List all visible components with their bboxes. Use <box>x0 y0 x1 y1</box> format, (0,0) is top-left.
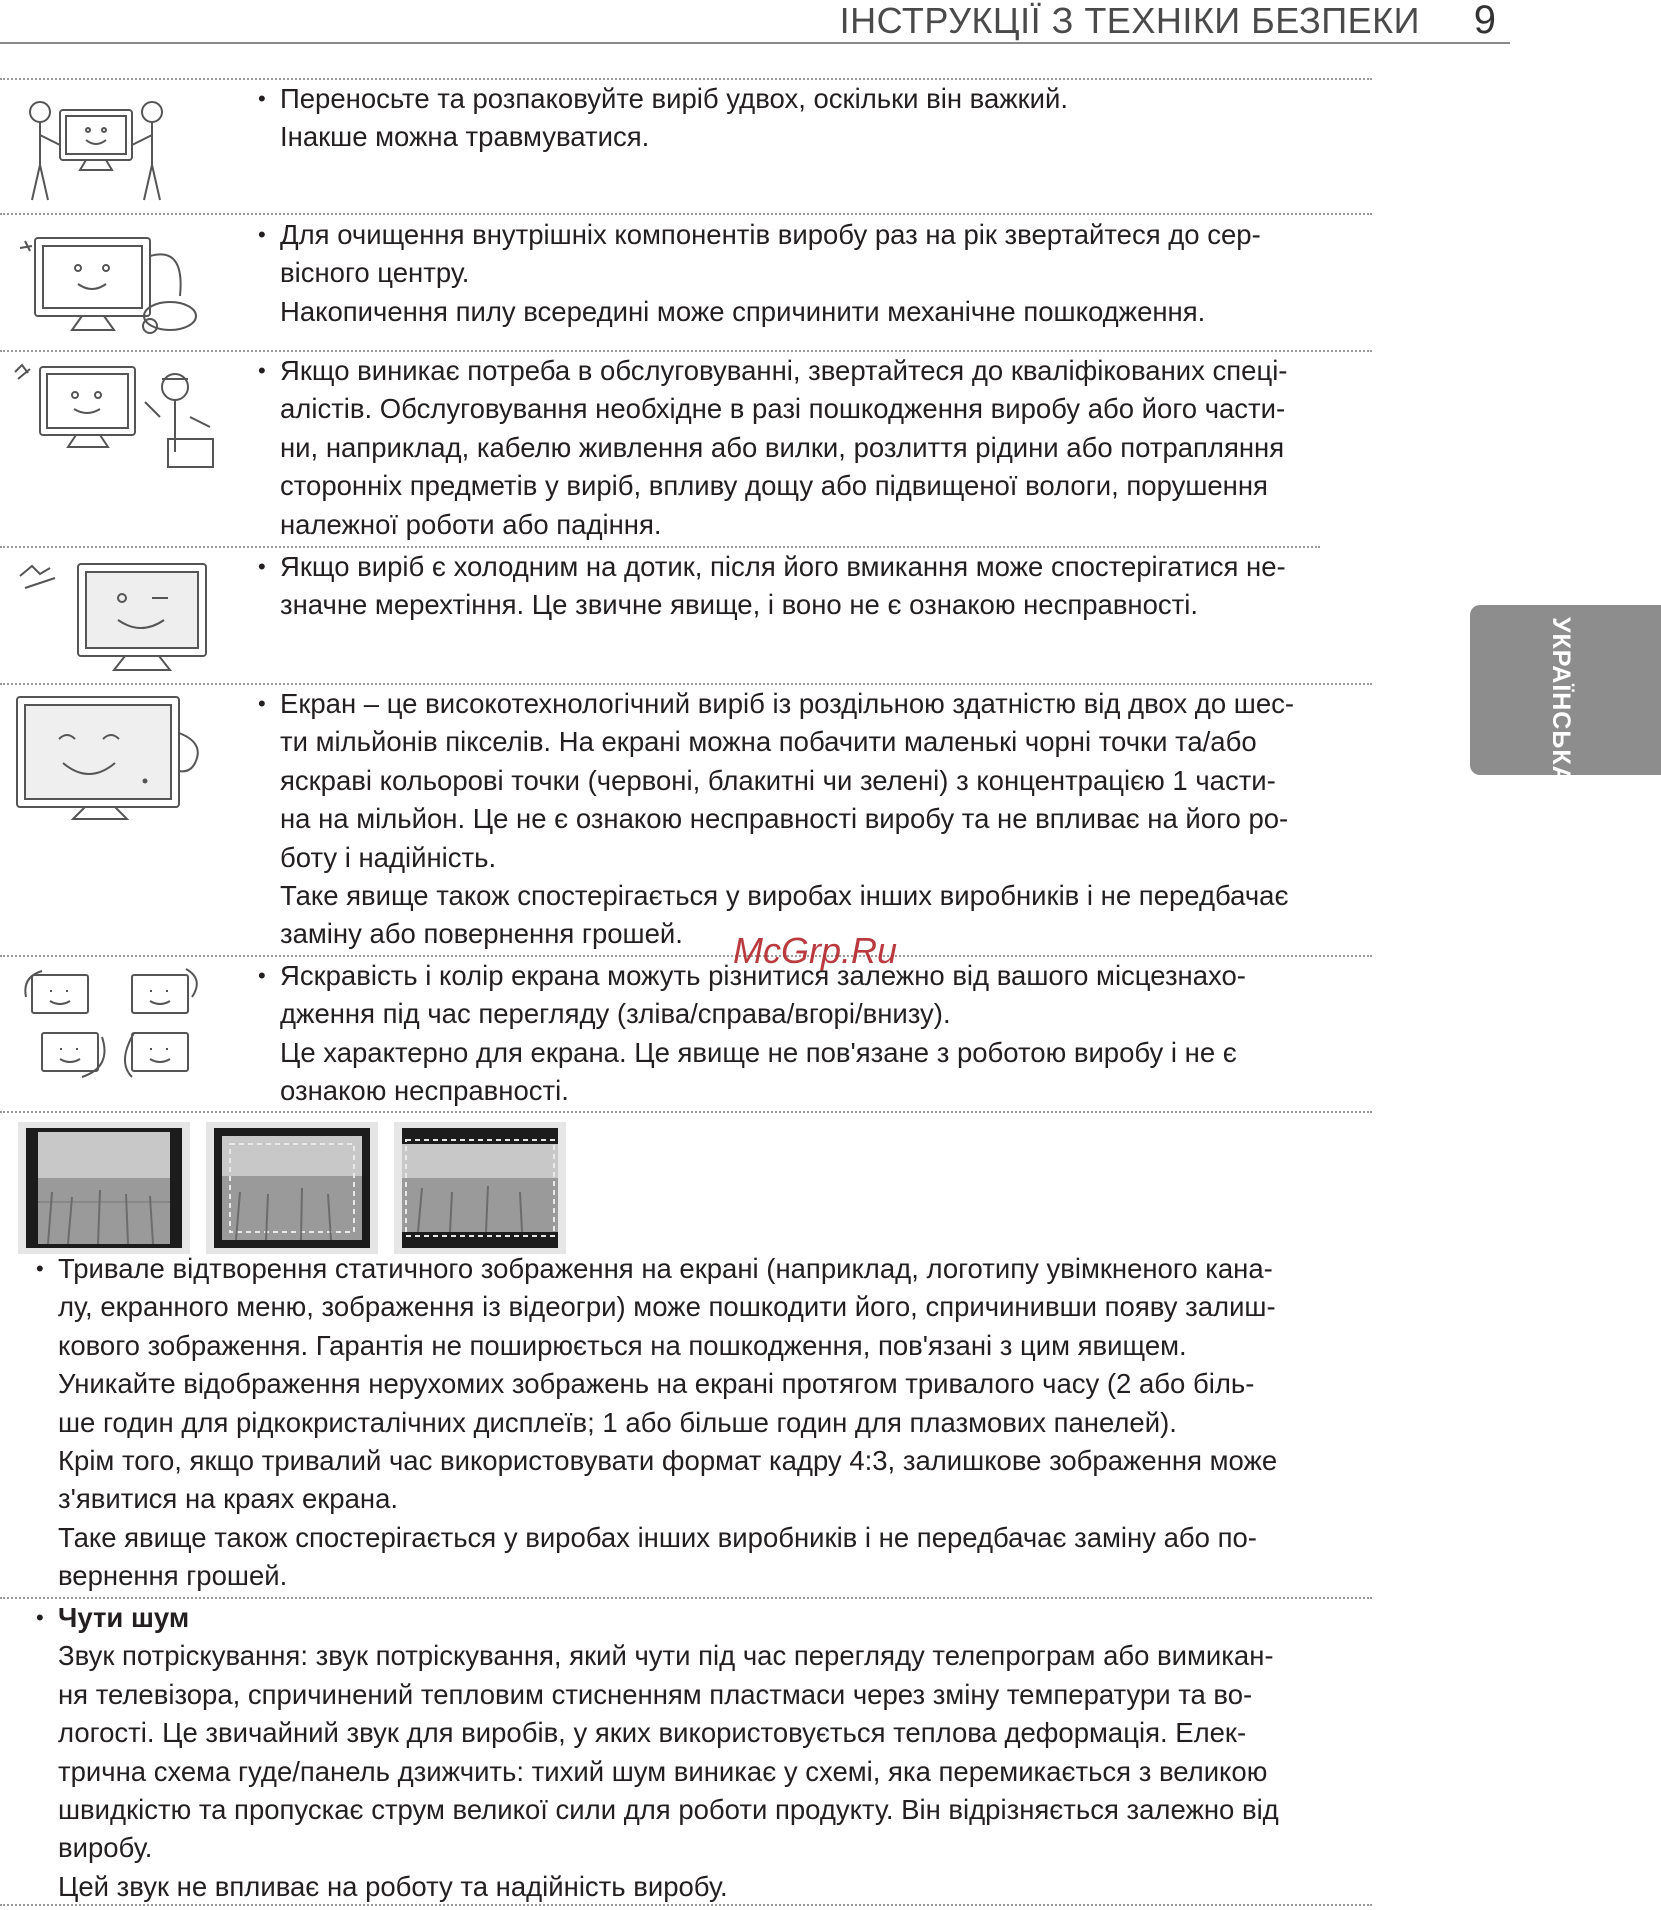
text-line: ти мільйонів пікселів. На екрані можна побачити маленькі чорні точки та/або <box>280 726 1257 758</box>
text-line: Уникайте відображення нерухомих зображень на екрані протягом тривалого часу (2 або біль- <box>58 1368 1255 1400</box>
static-image-warning <box>36 1250 1346 1596</box>
text-line: сторонніх предметів у виріб, впливу дощу або підвищеної вологи, порушення <box>280 470 1268 502</box>
text-line: логості. Це звичайний звук для виробів, у яких використовується теплова деформація. Елек- <box>58 1717 1247 1749</box>
text-line: Крім того, якщо тривалий час використовувати формат кадру 4:3, залишкове зображення може <box>58 1445 1278 1477</box>
text-line: належної роботи або падіння. <box>280 508 662 540</box>
text-line: трична схема гуде/панель дзижчить: тихий шум виникає у схемі, яка перемикається з великою <box>58 1755 1268 1787</box>
text-line: Звук потріскування: звук потріскування, який чути під час перегляду телепрограм або вимикан- <box>58 1640 1274 1672</box>
text-line: • Переносьте та розпаковуйте виріб удвох, оскільки він важкий. <box>258 80 1348 118</box>
text-line: • Яскравість і колір екрана можуть різнитися залежно від вашого місцезнахо- <box>258 957 1348 995</box>
two-people-carrying-tv-icon <box>10 90 180 205</box>
tv-vacuum-cleaner-icon <box>10 226 200 341</box>
text-line: ше годин для рідкокристалічних дисплеїв; 1 або більше годин для плазмових панелей). <box>58 1406 1177 1438</box>
text-line: боту і надійність. <box>280 841 497 873</box>
section-title: ІНСТРУКЦІЇ З ТЕХНІКИ БЕЗПЕКИ <box>839 0 1420 41</box>
text-line: значне мерехтіння. Це звичне явище, і воно не є ознакою несправності. <box>280 589 1199 621</box>
grass-field-screen-icon <box>206 1122 378 1254</box>
grass-field-screen-icon <box>18 1122 190 1254</box>
language-tab-label: УКРАЇНСЬКА <box>1547 617 1575 785</box>
smiling-tv-icon <box>15 693 215 823</box>
text-line: вернення грошей. <box>58 1560 288 1592</box>
separator <box>0 213 1372 215</box>
language-tab <box>1470 605 1661 785</box>
rotating-tvs-icon <box>22 967 207 1082</box>
winking-tv-icon <box>10 556 210 676</box>
text-line: • Якщо виріб є холодним на дотик, після його вмикання може спостерігатися не- <box>258 548 1348 586</box>
text-line: на на мільйон. Це не є ознакою несправності виробу та не впливає на його ро- <box>280 803 1289 835</box>
image-retention-example-1 <box>18 1122 190 1254</box>
noise-title-line <box>36 1599 1346 1637</box>
text-line: заміну або повернення грошей. <box>280 918 683 950</box>
text-line: • Для очищення внутрішніх компонентів виробу раз на рік звертайтеся до сер- <box>258 216 1348 254</box>
page-header <box>0 0 1510 44</box>
text-line: ни, наприклад, кабелю живлення або вилки, розлиття рідини або потрапляння <box>280 431 1285 463</box>
text-line: дження під час перегляду (зліва/справа/вгорі/внизу). <box>280 998 951 1030</box>
text-line: Це характерно для екрана. Це явище не пов'язане з роботою виробу і не є <box>280 1036 1237 1068</box>
text-line: • Екран – це високотехнологічний виріб із роздільною здатністю від двох до шес- <box>258 685 1348 723</box>
text-line: Таке явище також спостерігається у виробах інших виробників і не передбачає <box>280 880 1289 912</box>
text-line: Таке явище також спостерігається у виробах інших виробників і не передбачає заміну або по- <box>58 1521 1257 1553</box>
tv-service-technician-icon <box>10 357 225 472</box>
watermark: McGrp.Ru <box>733 930 898 971</box>
image-retention-example-2 <box>206 1122 378 1254</box>
page-number: 9 <box>1473 0 1496 42</box>
text-line: лу, екранного меню, зображення із відеогри) може пошкодити його, спричинивши появу залиш- <box>58 1291 1276 1323</box>
text-line: виробу. <box>58 1832 153 1864</box>
text-line: ознакою несправності. <box>280 1075 569 1107</box>
text-line: Цей звук не впливає на роботу та надійність виробу. <box>58 1870 728 1902</box>
text-line: яскраві кольорові точки (червоні, блакитні чи зелені) з концентрацією 1 части- <box>280 764 1276 796</box>
text-line: ня телевізора, спричинений тепловим стисненням пластмаси через зміну температури та во- <box>58 1678 1253 1710</box>
text-line: вісного центру. <box>280 257 470 289</box>
text-line: Накопичення пилу всередині може спричинити механічне пошкодження. <box>280 295 1206 327</box>
text-line: швидкістю та пропускає струм великої сили для роботи продукту. Він відрізняється залежно від <box>58 1794 1279 1826</box>
noise-title: Чути шум <box>58 1602 190 1633</box>
text-line: • Тривале відтворення статичного зображення на екрані (наприклад, логотипу увімкненого кана- <box>36 1250 1346 1288</box>
noise-section <box>36 1599 1346 1906</box>
text-line: Інакше можна травмуватися. <box>280 121 650 153</box>
text-line: • Якщо виникає потреба в обслуговуванні, звертайтеся до кваліфікованих спеці- <box>258 352 1348 390</box>
grass-field-screen-icon <box>394 1122 566 1254</box>
text-line: з'явитися на краях екрана. <box>58 1483 399 1515</box>
separator <box>0 1111 1372 1113</box>
image-retention-example-3 <box>394 1122 566 1254</box>
text-line: кового зображення. Гарантія не поширюється на пошкодження, пов'язані з цим явищем. <box>58 1329 1187 1361</box>
text-line: алістів. Обслуговування необхідне в разі пошкодження виробу або його части- <box>280 393 1286 425</box>
